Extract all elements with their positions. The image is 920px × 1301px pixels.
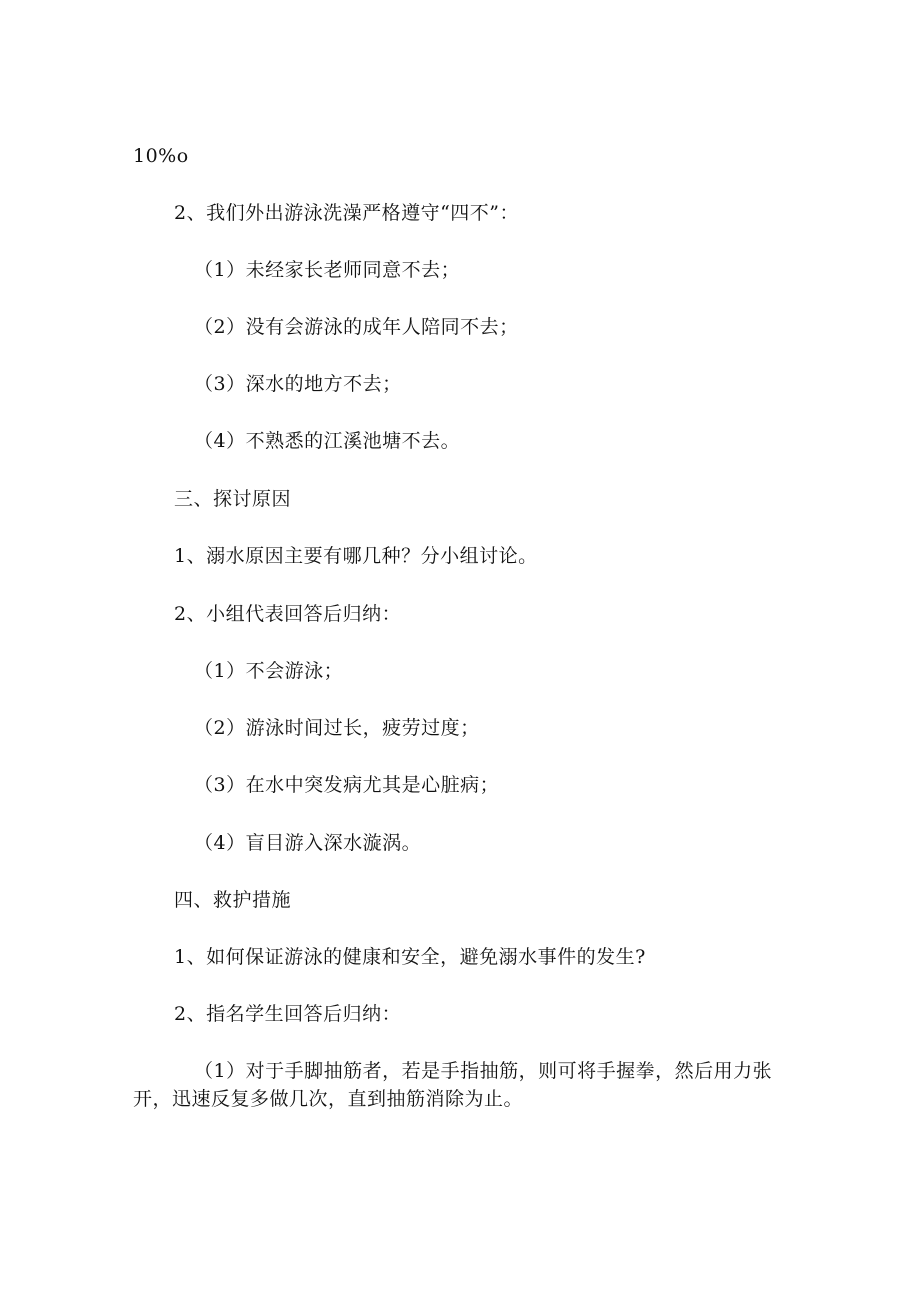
cause-item-2: （2）游泳时间过长，疲劳过度； [194,717,480,739]
causes-question: 1、溺水原因主要有哪几种？分小组讨论。 [174,545,538,567]
rule-item-3: （3）深水的地方不去； [194,373,402,395]
cause-item-1: （1）不会游泳； [194,660,344,682]
percentage-fragment: 10%o [133,145,189,167]
cause-item-3: （3）在水中突发病尤其是心脏病； [194,774,500,796]
rule-item-1: （1）未经家长老师同意不去； [194,259,461,281]
rescue-item-1-paragraph: （1）对于手脚抽筋者，若是手指抽筋，则可将手握拳，然后用力张开，迅速反复多做几次，直到抽筋消除为止。 [133,1060,773,1110]
causes-summary-heading: 2、小组代表回答后归纳： [174,603,402,625]
section-heading-causes: 三、探讨原因 [174,488,292,510]
section-heading-rescue: 四、救护措施 [174,889,292,911]
rescue-summary-heading: 2、指名学生回答后归纳： [174,1003,402,1025]
rescue-question: 1、如何保证游泳的健康和安全，避免溺水事件的发生? [174,946,646,968]
rule-item-2: （2）没有会游泳的成年人陪同不去； [194,316,519,338]
cause-item-4: （4）盲目游入深水漩涡。 [194,832,422,854]
rule-four-nots-heading: 2、我们外出游泳洗澡严格遵守“四不”： [174,202,520,224]
rule-item-4: （4）不熟悉的江溪池塘不去。 [194,430,461,452]
